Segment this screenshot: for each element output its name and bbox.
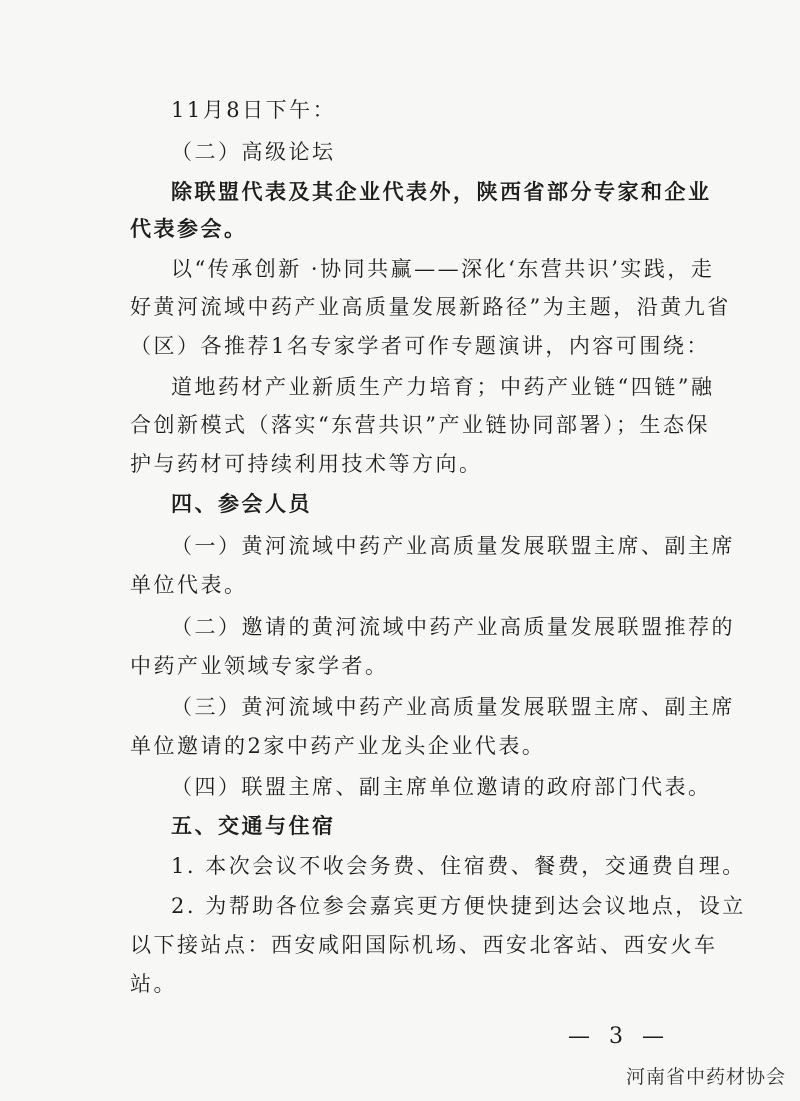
paragraph-line: 中药产业领域专家学者。 bbox=[130, 654, 389, 678]
paragraph-line: 代表参会。 bbox=[130, 217, 248, 241]
paragraph-line: 护与药材可持续利用技术等方向。 bbox=[130, 452, 483, 476]
subsection-heading: （二）高级论坛 bbox=[171, 140, 336, 164]
paragraph-line: （区）各推荐1名专家学者可作专题演讲，内容可围绕： bbox=[130, 334, 710, 358]
paragraph-line: 除联盟代表及其企业代表外，陕西省部分专家和企业 bbox=[171, 180, 712, 204]
paragraph-line: 好黄河流域中药产业高质量发展新路径”为主题，沿黄九省 bbox=[130, 295, 731, 319]
page-number: — 3 — bbox=[568, 1024, 670, 1049]
schedule-time: 11月8日下午： bbox=[171, 98, 337, 122]
paragraph-line: 以“传承创新 ·协同共赢——深化‘东营共识’实践，走 bbox=[171, 257, 715, 281]
paragraph-line: 1. 本次会议不收会务费、住宿费、餐费，交通费自理。 bbox=[171, 854, 746, 878]
watermark: 河南省中药材协会 bbox=[625, 1066, 786, 1088]
paragraph-line: （三）黄河流域中药产业高质量发展联盟主席、副主席 bbox=[171, 695, 735, 719]
paragraph-line: 站。 bbox=[130, 972, 177, 996]
paragraph-line: （二）邀请的黄河流域中药产业高质量发展联盟推荐的 bbox=[171, 615, 735, 639]
paragraph-line: （一）黄河流域中药产业高质量发展联盟主席、副主席 bbox=[171, 534, 735, 558]
paragraph-line: 2. 为帮助各位参会嘉宾更方便快捷到达会议地点，设立 bbox=[171, 894, 746, 918]
paragraph-line: 以下接站点：西安咸阳国际机场、西安北客站、西安火车 bbox=[130, 933, 718, 957]
paragraph-line: 合创新模式（落实“东营共识”产业链协同部署）；生态保 bbox=[130, 413, 710, 437]
paragraph-line: （四）联盟主席、副主席单位邀请的政府部门代表。 bbox=[171, 775, 712, 799]
paragraph-line: 道地药材产业新质生产力培育；中药产业链“四链”融 bbox=[171, 375, 715, 399]
section-heading: 四、参会人员 bbox=[171, 492, 312, 516]
paragraph-line: 单位邀请的2家中药产业龙头企业代表。 bbox=[130, 734, 546, 758]
section-heading: 五、交通与住宿 bbox=[171, 814, 336, 838]
paragraph-line: 单位代表。 bbox=[130, 573, 248, 597]
